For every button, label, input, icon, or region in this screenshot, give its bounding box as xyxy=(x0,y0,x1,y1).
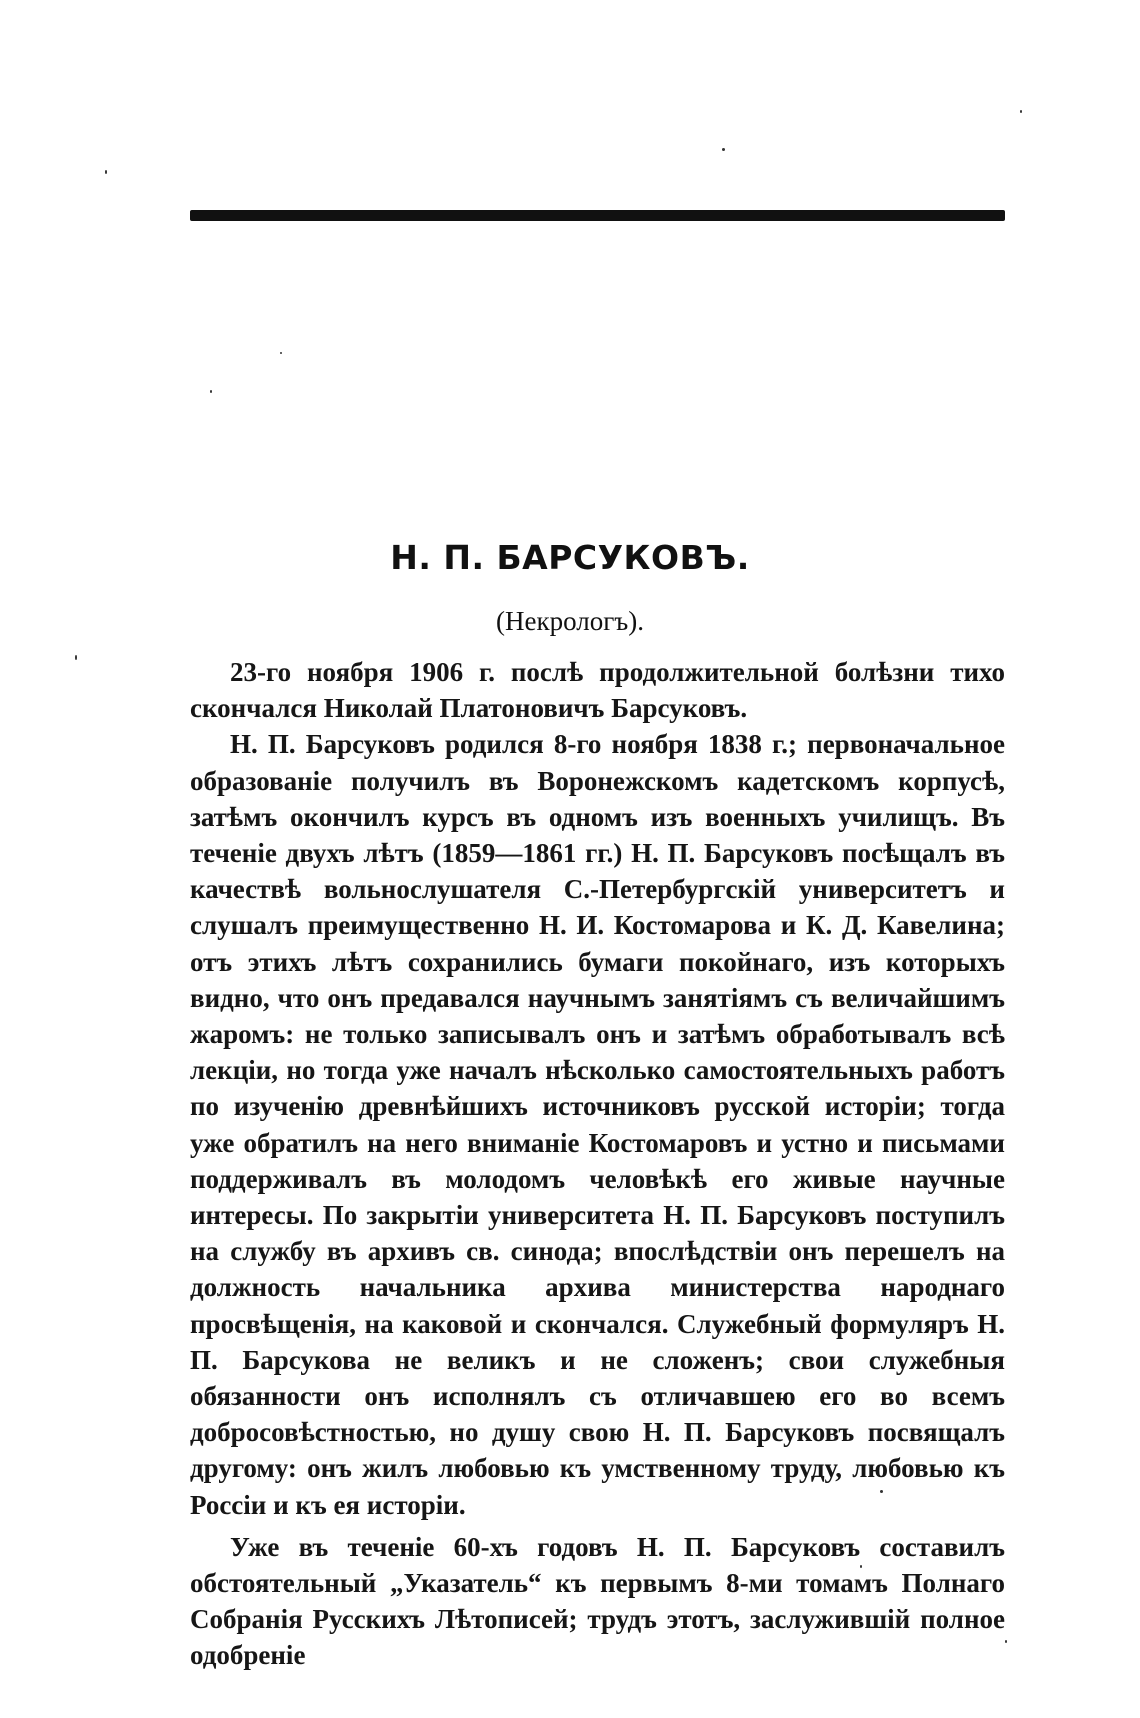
paragraph-1: 23-го ноября 1906 г. послѣ продолжительной болѣзни тихо скончался Николай Платоновичъ Барсуковъ. xyxy=(190,657,1005,724)
obituary-title: Н. П. БАРСУКОВЪ. xyxy=(390,538,750,577)
page-speck xyxy=(722,148,725,151)
page-speck xyxy=(75,655,77,660)
top-rule-divider xyxy=(190,210,1005,221)
paragraph-3: Уже въ теченіе 60-хъ годовъ Н. П. Барсуковъ составилъ обстоятельный „Указатель“ къ первымъ 8-ми томамъ Полнаго Собранія Русскихъ Лѣтописей; трудъ этотъ, заслужившій полное одобреніе xyxy=(190,1531,1005,1671)
obituary-body xyxy=(190,654,1005,1674)
page-speck xyxy=(210,390,212,393)
page-speck xyxy=(280,352,282,354)
page-speck xyxy=(1020,110,1022,113)
obituary-subtitle: (Некрологъ). xyxy=(496,606,644,636)
paragraph-2: Н. П. Барсуковъ родился 8-го ноября 1838 г.; первоначальное образованіе получилъ въ Воронежскомъ кадетскомъ корпусѣ, затѣмъ окончилъ курсъ въ одномъ изъ военныхъ училищъ. Въ теченіе двухъ лѣтъ (1859—1861 гг.) Н. П. Барсуковъ посѣщалъ въ качествѣ вольнослушателя С.-Петербургскій университетъ и слушалъ преимущественно Н. И. Костомарова и К. Д. Кавелина; отъ этихъ лѣтъ сохранились бумаги покойнаго, изъ которыхъ видно, что онъ предавался научнымъ занятіямъ съ величайшимъ жаромъ: не только записывалъ онъ и затѣмъ обработывалъ всѣ лекціи, но тогда уже началъ нѣсколько самостоятельныхъ работъ по изученію древнѣйшихъ источниковъ русской исторіи; тогда уже обратилъ на него вниманіе Костомаровъ и устно и письмами поддерживалъ въ молодомъ человѣкѣ его живые научные интересы. По закрытіи университета Н. П. Барсуковъ поступилъ на службу въ архивъ св. синода; впослѣдствіи онъ перешелъ на должность начальника архива министерства народнаго просвѣщенія, на каковой и скончался. Служебный формуляръ Н. П. Барсукова не великъ и не сложенъ; свои служебныя обязанности онъ исполнялъ съ отличавшею его во всемъ добросовѣстностью, но душу свою Н. П. Барсуковъ посвящалъ другому: онъ жилъ любовью къ умственному труду, любовью къ Россіи и къ ея исторіи. xyxy=(190,729,1005,1520)
page-speck xyxy=(1005,1640,1007,1643)
page-speck xyxy=(105,170,107,174)
